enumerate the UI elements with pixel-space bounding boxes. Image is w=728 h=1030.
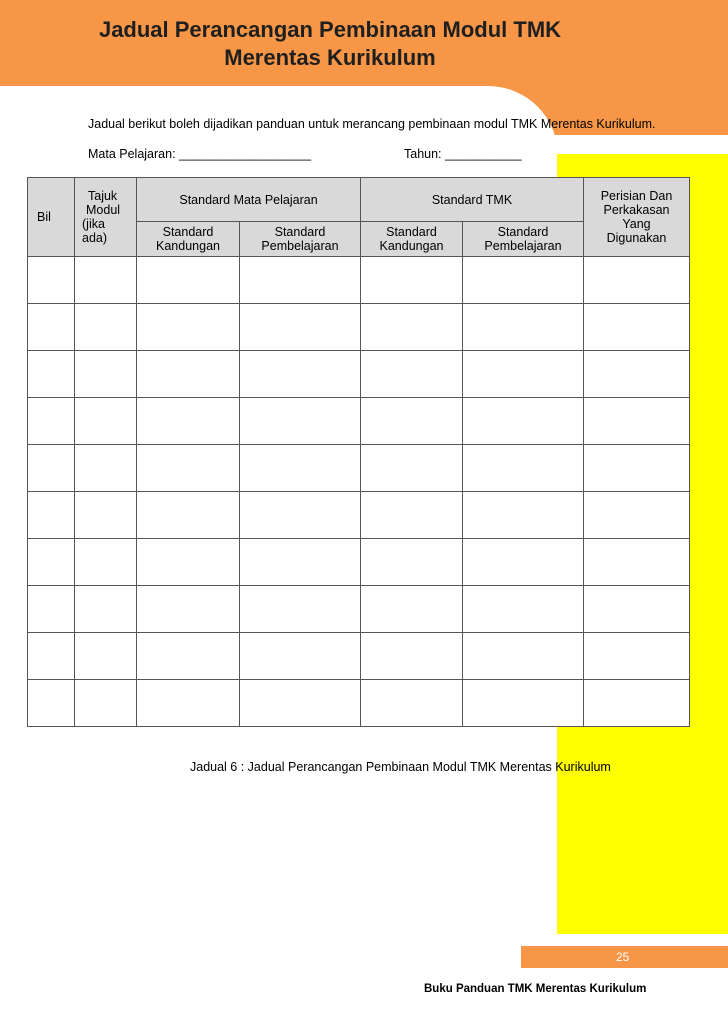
table-row <box>28 304 690 351</box>
table-cell[interactable] <box>137 445 240 492</box>
table-cell[interactable] <box>28 398 75 445</box>
subheader-mp-kandungan <box>137 222 240 257</box>
table-cell[interactable] <box>240 586 361 633</box>
table-row <box>28 633 690 680</box>
subheader-line: Kandungan <box>156 239 220 253</box>
title-line-1: Jadual Perancangan Pembinaan Modul TMK <box>98 17 562 42</box>
table-cell[interactable] <box>137 304 240 351</box>
table-cell[interactable] <box>584 304 690 351</box>
header-tajuk-line: Modul <box>86 203 121 217</box>
table-cell[interactable] <box>240 445 361 492</box>
table-row <box>28 586 690 633</box>
table-cell[interactable] <box>137 492 240 539</box>
table-cell[interactable] <box>75 304 137 351</box>
table-row <box>28 492 690 539</box>
table-cell[interactable] <box>137 398 240 445</box>
table-cell[interactable] <box>137 351 240 398</box>
table-cell[interactable] <box>240 492 361 539</box>
table-cell[interactable] <box>584 680 690 727</box>
table-row <box>28 257 690 304</box>
page-number-bar <box>521 946 728 968</box>
table-cell[interactable] <box>463 680 584 727</box>
subheader-line: Standard <box>274 225 326 239</box>
subheader-line: Standard <box>162 225 214 239</box>
table-cell[interactable] <box>463 586 584 633</box>
table-cell[interactable] <box>584 257 690 304</box>
table-cell[interactable] <box>28 304 75 351</box>
table-cell[interactable] <box>28 492 75 539</box>
table-cell[interactable] <box>75 680 137 727</box>
table-cell[interactable] <box>28 680 75 727</box>
table-cell[interactable] <box>463 539 584 586</box>
header-standard-mp: Standard Mata Pelajaran <box>137 178 361 222</box>
table-cell[interactable] <box>240 539 361 586</box>
header-perisian-line: Yang <box>622 217 651 231</box>
table-cell[interactable] <box>240 398 361 445</box>
table-cell[interactable] <box>584 586 690 633</box>
subheader-mp-pembelajaran <box>240 222 361 257</box>
table-cell[interactable] <box>75 633 137 680</box>
header-tajuk-line: Tajuk <box>88 189 118 203</box>
table-cell[interactable] <box>463 492 584 539</box>
table-cell[interactable] <box>361 398 463 445</box>
subheader-line: Kandungan <box>379 239 444 253</box>
table-row <box>28 445 690 492</box>
subheader-line: Pembelajaran <box>484 239 562 253</box>
table-row <box>28 539 690 586</box>
subheader-tmk-pembelajaran <box>463 222 584 257</box>
table-cell[interactable] <box>75 351 137 398</box>
table-cell[interactable] <box>361 445 463 492</box>
table-cell[interactable] <box>28 351 75 398</box>
subheader-line: Standard <box>386 225 437 239</box>
table-cell[interactable] <box>361 257 463 304</box>
table-cell[interactable] <box>240 633 361 680</box>
planning-table <box>27 177 690 727</box>
table-cell[interactable] <box>28 257 75 304</box>
subheader-tmk-kandungan <box>361 222 463 257</box>
header-standard-tmk: Standard TMK <box>361 178 584 222</box>
table-cell[interactable] <box>463 304 584 351</box>
table-cell[interactable] <box>463 351 584 398</box>
subheader-line: Pembelajaran <box>261 239 339 253</box>
table-cell[interactable] <box>463 398 584 445</box>
table-cell[interactable] <box>584 445 690 492</box>
table-cell[interactable] <box>137 257 240 304</box>
header-perisian-line: Digunakan <box>606 231 667 245</box>
table-cell[interactable] <box>28 445 75 492</box>
table-cell[interactable] <box>463 445 584 492</box>
page-number: 25 <box>616 950 630 964</box>
table-row <box>28 351 690 398</box>
table-cell[interactable] <box>137 680 240 727</box>
table-row <box>28 398 690 445</box>
table-cell[interactable] <box>75 492 137 539</box>
table-cell[interactable] <box>361 492 463 539</box>
table-cell[interactable] <box>361 586 463 633</box>
table-cell[interactable] <box>584 539 690 586</box>
table-cell[interactable] <box>361 633 463 680</box>
table-cell[interactable] <box>240 351 361 398</box>
subheader-line: Standard <box>497 225 549 239</box>
footer-text: Buku Panduan TMK Merentas Kurikulum <box>424 983 647 995</box>
table-cell[interactable] <box>240 304 361 351</box>
table-cell[interactable] <box>75 539 137 586</box>
table-cell[interactable] <box>361 539 463 586</box>
table-cell[interactable] <box>137 586 240 633</box>
table-cell[interactable] <box>240 680 361 727</box>
table-cell[interactable] <box>75 257 137 304</box>
table-cell[interactable] <box>75 586 137 633</box>
header-tajuk <box>75 178 137 257</box>
header-tajuk-line: (jika <box>82 217 105 231</box>
table-cell[interactable] <box>28 633 75 680</box>
table-cell[interactable] <box>240 257 361 304</box>
table-cell[interactable] <box>584 351 690 398</box>
table-cell[interactable] <box>137 633 240 680</box>
table-cell[interactable] <box>361 351 463 398</box>
year-label: Tahun: ___________ <box>404 147 522 161</box>
subject-label: Mata Pelajaran: ___________________ <box>88 147 312 161</box>
intro-text: Jadual berikut boleh dijadikan panduan untuk merancang pembinaan modul TMK Merentas Kurikulum. <box>88 117 656 131</box>
table-cell[interactable] <box>361 680 463 727</box>
table-cell[interactable] <box>584 492 690 539</box>
header-perisian-line: Perkakasan <box>603 203 670 217</box>
title-line-2: Merentas Kurikulum <box>224 45 436 70</box>
header-perisian-line: Perisian Dan <box>600 189 673 203</box>
table-body <box>28 257 690 727</box>
table-row <box>28 680 690 727</box>
table-cell[interactable] <box>361 304 463 351</box>
header-perisian <box>584 178 690 257</box>
header-bil: Bil <box>28 178 75 257</box>
table-cell[interactable] <box>75 398 137 445</box>
table-caption: Jadual 6 : Jadual Perancangan Pembinaan Modul TMK Merentas Kurikulum <box>190 760 611 774</box>
table-cell[interactable] <box>584 633 690 680</box>
table-cell[interactable] <box>75 445 137 492</box>
table-cell[interactable] <box>463 257 584 304</box>
table-cell[interactable] <box>463 633 584 680</box>
table-cell[interactable] <box>28 539 75 586</box>
header-tajuk-line: ada) <box>82 231 108 245</box>
page-title <box>70 16 590 72</box>
table-cell[interactable] <box>28 586 75 633</box>
table-cell[interactable] <box>137 539 240 586</box>
table-cell[interactable] <box>584 398 690 445</box>
